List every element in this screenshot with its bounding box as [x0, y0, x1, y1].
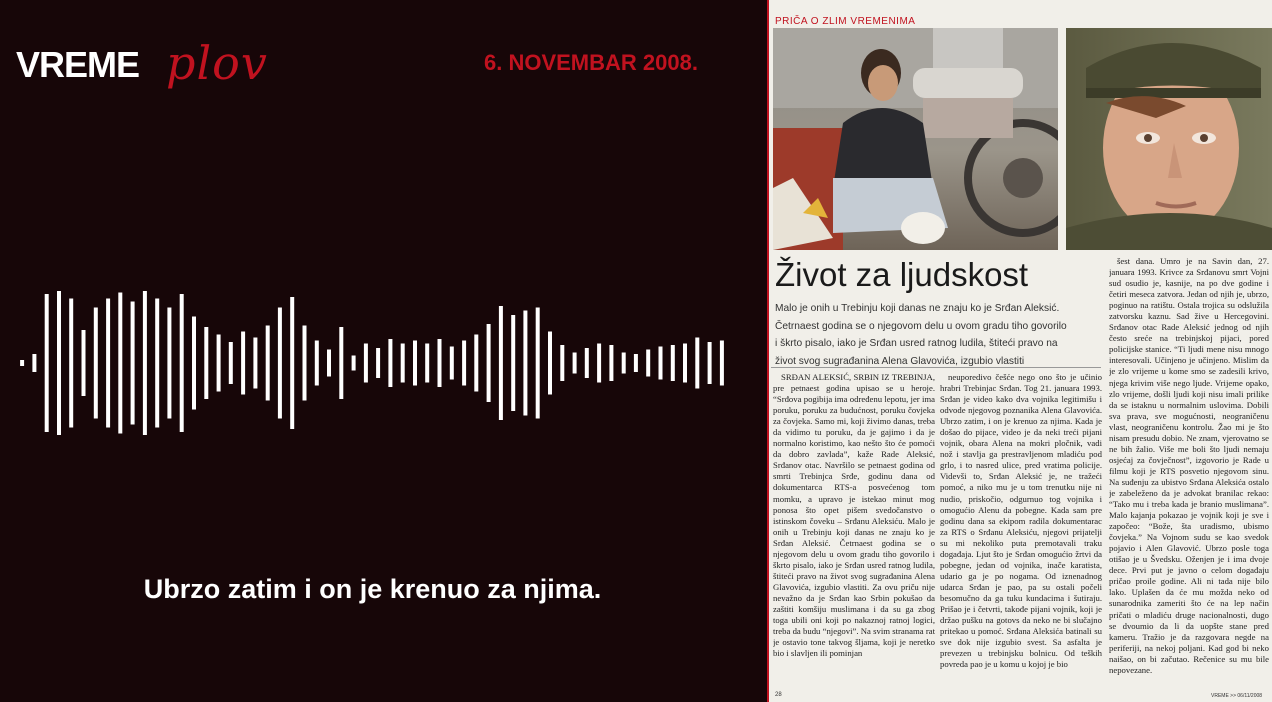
waveform-bar [155, 299, 159, 428]
audio-waveform [16, 288, 728, 438]
waveform-bar [20, 360, 24, 366]
waveform-bar [720, 341, 724, 386]
vremeplov-logo [16, 36, 286, 100]
waveform-bar [82, 330, 86, 396]
photo-young-man-motorcycle [773, 28, 1058, 250]
waveform-bar [180, 294, 184, 432]
waveform-bar [585, 348, 589, 378]
waveform-bar [413, 341, 417, 386]
column-text: šest dana. Umro je na Savin dan, 27. januara 1993. Krivce za Srđanovu smrt Vojni sud osudio je, kasnije, na po dve godine i četiri meseca zatvora. Jedan od njih je, ubrzo, poginuo na ratištu. Ostala trojica su odslužila zatvorsku kaznu. Sad žive u Hercegovini. Srđanov otac Rade Aleksić jednog od njih često sreće na trebinjskoj pijaci, pored policijske stanice. “Ti ljudi mene nisu mnogo interesovali. Učinjeno je učinjeno. Mislim da je zlo vrijeme u kome smo se zadesili krivo, njega krivim više nego ljude. Vrijeme opako, zlo vrijeme, došli ljudi koji nisu imali prilike da se istaknu u normalnim uslovima. Dobili sva prava, sve mogućnosti, neograničenu vlast, neograničenu kontrolu. Žao mi je što nisam presudu dobio. Ne znam, vjerovatno se ne bih žalio. Više me boli što ljudi nemaju osjećaj za čovječnost”, izgovorio je Rade u filmu koji je RTS posvetio njegovom sinu. Na suđenju za ubistvo Srđana Aleksića ostalo je zabeleženo da je advokat branilac rekao: “Tako mu i treba kada je branio muslimana”. Malo kajanja pokazao je vojnik koji je sve i započeo: “Bože, šta uradismo, ubismo čovjeka.” Na Vojnom sudu se kao svedok pojavio i Alen Glavović. Ubrzo posle toga otišao je u Švedsku. Oženjen je i ima dvoje dece. Prvi put je javno o celom događaju pričao proile godine. Ali ni tada nije bilo lako. Uplašen da će mu možda neko od sunarodnika zameriti što će na lep način pričati o mladiću druge nacionalnosti, dugo se dvoumio da li da uopšte stane pred kameru. Tražio je da razgovara negde na periferiji, na nekoj poljani. Kad god bi neko naišao, on bi začutao. Rečenice su mu bile nepovezane. [1109, 256, 1269, 675]
waveform-bar [487, 324, 491, 402]
logo-word: VREME [16, 44, 140, 85]
photo-portrait-soldier-cap [1066, 28, 1272, 250]
waveform-bar [339, 327, 343, 399]
waveform-bar [450, 347, 454, 380]
waveform-bar [708, 342, 712, 384]
waveform-bar [229, 342, 233, 384]
waveform-bar [609, 345, 613, 381]
waveform-bar [622, 353, 626, 374]
waveform-bar [536, 308, 540, 419]
waveform-bar [32, 354, 36, 372]
waveform-bar [131, 302, 135, 425]
column-text: neuporedivo češće nego ono što je učinio hrabri Trebinjac Srđan. Tog 21. januara 1993. Srđan je video kako dva vojnika legitimišu i odvode njegovog poznanika Alena Glavovića. Ubrzo zatim, i on je krenuo za njima. Kada je došao do pijace, video je da neki treći pijani vojnik, obara Alena na mokri pločnik, vadi nož i stavlja ga prestravljenom mladiću pod grlo, i to nasred ulice, pred vratima policije. Videvši to, Srđan Aleksić je, ne tražeći pomoć, a niko mu je u tom trenutku nije ni nudio, priskočio, odgurnuo tog vojnika i omogućio Alenu da pobegne. Kada sam pre godinu dana sa ekipom radila dokumentarac za RTS o Srđanu Aleksiću, njegovi prijatelji su mi nekoliko puta premotavali traku događaja. Ljut što je Srđan omogućio žrtvi da pobegne, jedan od vojnika, inače karatista, udario ga je po nogama. Od iznenadnog udarca Srđan je pao, pa su ostali počeli besomučno da ga tuku kundacima i šutiraju. Prišao je i četvrti, takođe pijani vojnik, koji je držao pušku na gotovs da neko ne bi slučajno pritekao u pomoć. Srđana Aleksića batinali su sve dok nije izgubio svest. Sa asfalta je prevezen u trebinjsku bolnicu. Od teških povreda pao je u komu u kojoj je bio [940, 372, 1102, 670]
magazine-page [769, 0, 1272, 702]
waveform-bar [69, 299, 73, 428]
waveform-bar [364, 344, 368, 383]
waveform-bar [438, 339, 442, 387]
article-kicker: PRIČA O ZLIM VREMENIMA [775, 16, 916, 27]
waveform-bar [167, 308, 171, 419]
waveform-bar [634, 354, 638, 372]
waveform-bar [278, 308, 282, 419]
waveform-bar [425, 344, 429, 383]
waveform-bar [474, 335, 478, 392]
waveform-bar [303, 326, 307, 401]
episode-date: 6. NOVEMBAR 2008. [484, 50, 698, 75]
waveform-bar [253, 338, 257, 389]
waveform-bar [401, 344, 405, 383]
waveform-bar [241, 332, 245, 395]
waveform-bar [118, 293, 122, 434]
waveform-bar [94, 308, 98, 419]
waveform-bar [327, 350, 331, 377]
logo-script: plov [166, 36, 268, 90]
waveform-bar [315, 341, 319, 386]
waveform-bar [143, 291, 147, 435]
waveform-bar [671, 345, 675, 381]
waveform-bar [499, 306, 503, 420]
waveform-bar [192, 317, 196, 410]
waveform-bar [659, 347, 663, 380]
waveform-bar [266, 326, 270, 401]
waveform-bar [106, 299, 110, 428]
waveform-bar [57, 291, 61, 435]
waveform-bar [597, 344, 601, 383]
article-column-2 [940, 372, 1102, 690]
lede-rule [771, 367, 1101, 368]
article-column-3 [1109, 256, 1269, 690]
waveform-bar [462, 341, 466, 386]
waveform-bar [388, 339, 392, 387]
waveform-bar [646, 350, 650, 377]
waveform-bar [695, 338, 699, 389]
waveform-bar [523, 311, 527, 416]
waveform-bar [683, 344, 687, 383]
waveform-bar [352, 356, 356, 371]
waveform-bar [511, 315, 515, 411]
waveform-bar [573, 353, 577, 374]
waveform-bar [217, 335, 221, 392]
waveform-bar [376, 348, 380, 378]
page-footer: VREME >> 06/11/2008 [1211, 693, 1263, 699]
waveform-bar [45, 294, 49, 432]
page-number: 28 [775, 692, 782, 698]
waveform-bar [290, 297, 294, 429]
waveform-bar [560, 345, 564, 381]
article-column-1 [773, 372, 935, 690]
waveform-bar [204, 327, 208, 399]
subtitle-caption: Ubrzo zatim i on je krenuo za njima. [143, 574, 602, 604]
article-lede: Malo je onih u Trebinju koji danas ne znaju ko je Srđan Aleksić. Četrnaest godina se o njegovom delu u ovom gradu tiho govorilo i škrto pisalo, iako je Srđan usred ratnog ludila, štiteći pravo na život svog sugrađanina Alena Glavovića, izgubio vlastiti [775, 303, 1067, 367]
waveform-bar [548, 332, 552, 395]
column-text: SRĐAN ALEKSIĆ, SRBIN IZ TREBINJA, pre petnaest godina upisao se u heroje. “Srđova pogibija ima određenu lepotu, jer ima poruku, poruku za budućnost, poruku čovjeka za čovjeka. Samo mi, koji živimo danas, treba da vidimo tu poruku, da je gajimo i da je normalno koristimo, kao nešto što će pomoći da dobro zavlada”, kaže Rade Aleksić, Srđanov otac. Navršilo se petnaest godina od smrti Trebinjca Srđe, godinu dana od dokumentarca RTS-a posvećenog tom momku, a upravo je istekao minut mog ponosa što opet pišem svedočanstvo o istinskom čoveku – Srđanu Aleksiću. Malo je onih u Trebinju koji danas ne znaju ko je Srđan Aleksić. Četrnaest godina se o njegovom delu u ovom gradu tiho govorilo i škrto pisalo, iako je Srđan usred ratnog ludila, štiteći pravo na život svog sugrađanina Alena Glavovića, izgubio vlastiti. Za ovu priču nije nevažno da je Srđan kao Srbin pokušao da zaštiti komšiju muslimana i da su ga zbog toga ubili oni koji po nakaznoj ratnoj logici, treba da budu “njegovi”. Na svim stranama rat je ostavio tone takvog šljama, koji je neretko bio i slavljen ili pominjan [773, 372, 935, 659]
article-headline: Život za ljudskost [775, 256, 1029, 293]
